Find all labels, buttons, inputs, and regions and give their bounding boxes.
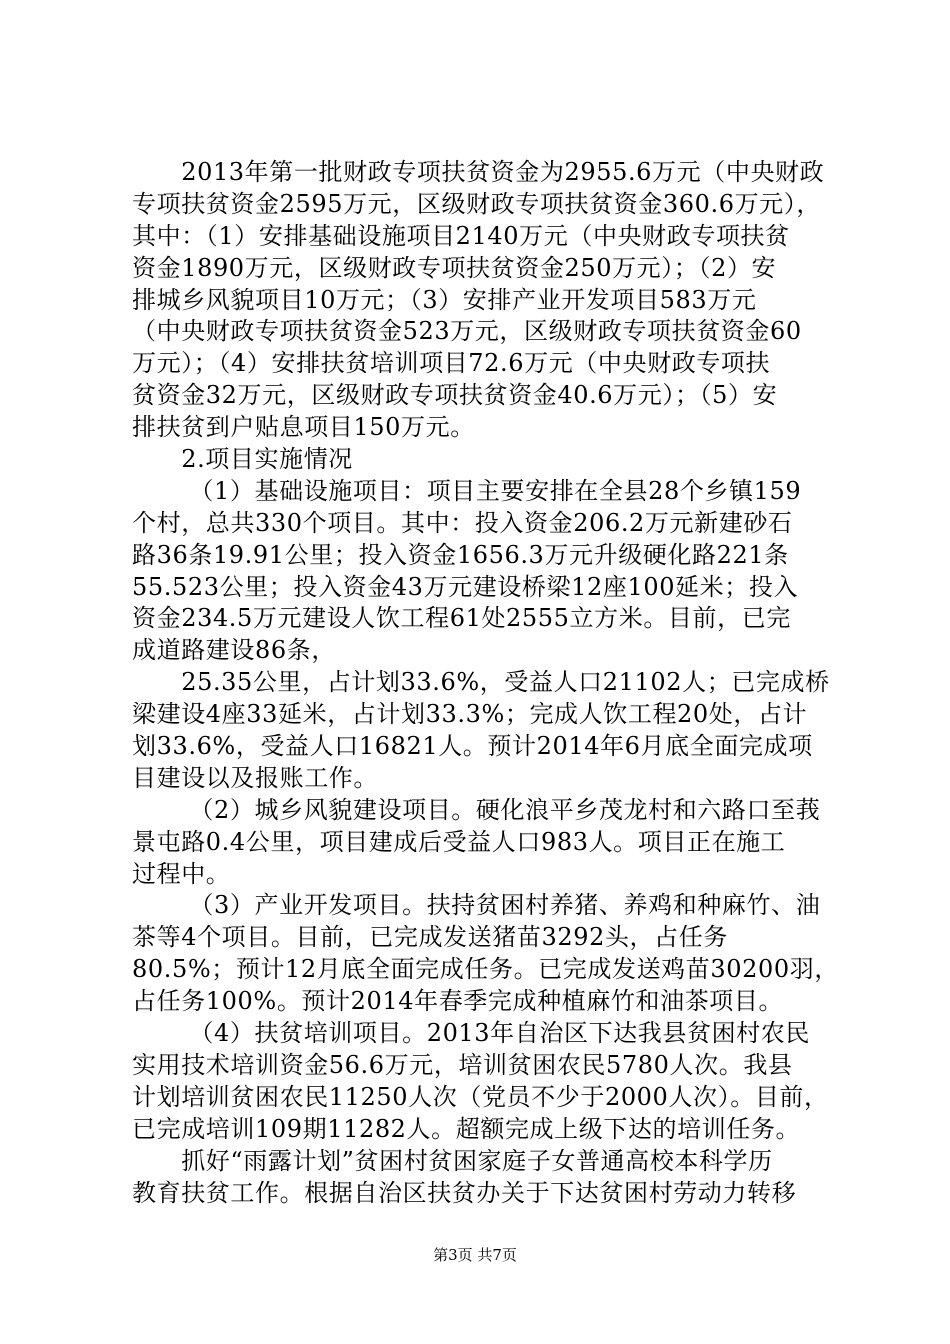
text-line: 划33.6%，受益人口16821人。预计2014年6月底全面完成项 xyxy=(132,732,813,761)
text-line: 目建设以及报账工作。 xyxy=(132,763,378,792)
text-line: 占任务100%。预计2014年春季完成种植麻竹和油茶项目。 xyxy=(132,987,784,1016)
text-line: 梁建设4座33延米，占计划33.3%；完成人饮工程20处，占计 xyxy=(132,700,808,729)
text-line: （中央财政专项扶贫资金523万元，区级财政专项扶贫资金60 xyxy=(132,317,802,346)
text-line: 80.5%；预计12月底全面完成任务。已完成发送鸡苗30200羽， xyxy=(132,955,839,984)
text-line: 计划培训贫困农民11250人次（党员不少于2000人次）。目前， xyxy=(132,1082,829,1111)
text-line: 教育扶贫工作。根据自治区扶贫办关于下达贫困村劳动力转移 xyxy=(132,1178,797,1207)
text-line: 万元）；（4）安排扶贫培训项目72.6万元（中央财政专项扶 xyxy=(132,349,771,378)
text-line: （2）城乡风貌建设项目。硬化浪平乡茂龙村和六路口至莪 xyxy=(132,795,821,824)
text-line: 2013年第一批财政专项扶贫资金为2955.6万元（中央财政 xyxy=(132,158,825,186)
text-line: 景屯路0.4公里，项目建成后受益人口983人。项目正在施工 xyxy=(132,827,786,856)
text-line: 成道路建设86条， xyxy=(132,636,336,665)
body-text xyxy=(132,157,839,1209)
text-line: 已完成培训109期11282人。超额完成上级下达的培训任务。 xyxy=(132,1114,801,1143)
text-line: 25.35公里，占计划33.6%，受益人口21102人；已完成桥 xyxy=(132,668,830,697)
text-line: 实用技术培训资金56.6万元，培训贫困农民5780人次。我县 xyxy=(132,1050,793,1079)
text-line: （3）产业开发项目。扶持贫困村养猪、养鸡和种麻竹、油 xyxy=(132,891,821,920)
text-line: 路36条19.91公里；投入资金1656.3万元升级硬化路221条 xyxy=(132,540,789,569)
text-line: （4）扶贫培训项目。2013年自治区下达我县贫困村农民 xyxy=(132,1019,810,1048)
text-line: 资金234.5万元建设人饮工程61处2555立方米。目前，已完 xyxy=(132,604,791,633)
text-line: 排城乡风貌项目10万元；（3）安排产业开发项目583万元 xyxy=(132,285,757,314)
page-number: 第3页 共7页 xyxy=(433,1246,517,1264)
text-line: 抓好“雨露计划”贫困村贫困家庭子女普通高校本科学历 xyxy=(132,1146,773,1175)
page-footer xyxy=(0,1245,950,1265)
text-line: 茶等4个项目。目前，已完成发送猪苗3292头，占任务 xyxy=(132,923,728,952)
text-line: 资金1890万元，区级财政专项扶贫资金250万元）；（2）安 xyxy=(132,253,777,282)
text-line: 过程中。 xyxy=(132,859,231,888)
text-line: 其中：（1）安排基础设施项目2140万元（中央财政专项扶贫 xyxy=(132,221,790,250)
text-line: 55.523公里；投入资金43万元建设桥梁12座100延米；投入 xyxy=(132,572,799,601)
text-line: 个村，总共330个项目。其中：投入资金206.2万元新建砂石 xyxy=(132,508,793,537)
section-heading: 2.项目实施情况 xyxy=(132,445,353,474)
text-line: 专项扶贫资金2595万元，区级财政专项扶贫资金360.6万元）， xyxy=(132,189,821,218)
text-line: （1）基础设施项目：项目主要安排在全县28个乡镇159 xyxy=(132,476,802,505)
text-line: 排扶贫到户贴息项目150万元。 xyxy=(132,413,475,442)
text-line: 贫资金32万元，区级财政专项扶贫资金40.6万元）；（5）安 xyxy=(132,381,778,410)
